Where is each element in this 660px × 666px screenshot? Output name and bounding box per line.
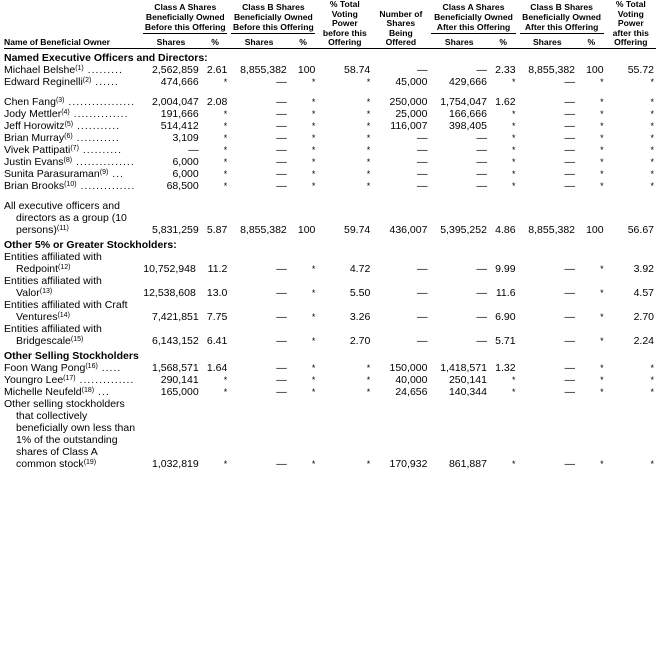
table-row — [4, 362, 656, 374]
table-row — [4, 275, 656, 299]
class-a-after-pct: 1.62 — [495, 95, 516, 108]
class-a-before-shares: 290,141 — [160, 373, 199, 386]
class-a-after-pct: * — [512, 76, 516, 87]
class-b-before-shares: — — [276, 155, 287, 168]
class-a-after-pct: * — [512, 180, 516, 191]
class-a-before-shares: 2,562,859 — [152, 63, 199, 76]
class-a-after-shares: 1,418,571 — [440, 361, 487, 374]
class-a-before-shares: 474,666 — [160, 75, 199, 88]
footnote-ref: (4) — [61, 108, 70, 116]
class-b-before-shares: — — [276, 286, 287, 299]
class-a-after-shares: — — [476, 167, 487, 180]
class-b-before-shares: — — [276, 179, 287, 192]
class-b-after-shares: — — [564, 334, 576, 347]
class-b-after-pct: * — [600, 108, 604, 119]
shares-offered: 170,932 — [389, 457, 428, 470]
shares-offered: 150,000 — [389, 361, 428, 374]
class-b-before-shares: — — [276, 457, 287, 470]
class-a-before-shares: 6,000 — [172, 155, 199, 168]
table-row — [4, 180, 656, 192]
class-b-after-pct: * — [600, 374, 604, 385]
subheader-shares: Shares — [429, 35, 488, 48]
class-a-before-shares: 68,500 — [166, 179, 199, 192]
class-a-after-shares: — — [476, 63, 487, 76]
voting-before: 2.70 — [349, 334, 371, 347]
class-a-before-shares: 165,000 — [160, 385, 199, 398]
class-a-before-pct: * — [223, 76, 228, 87]
beneficial-owner-name: Entities affiliated with Valor$^{(13)}$ — [4, 274, 102, 299]
subheader-shares: Shares — [229, 35, 288, 48]
footnote-ref: (7) — [70, 144, 79, 152]
class-b-before-shares: — — [276, 143, 287, 156]
voting-after: 56.67 — [627, 223, 654, 236]
class-b-before-pct: * — [311, 156, 316, 167]
shares-offered: 116,007 — [390, 119, 428, 132]
class-b-before-pct: * — [311, 180, 316, 191]
class-a-after-shares: — — [476, 131, 487, 144]
class-a-before-pct: * — [223, 156, 228, 167]
class-b-before-shares: 8,855,382 — [240, 223, 287, 236]
class-a-after-pct: 6.90 — [495, 310, 516, 323]
class-b-before-pct: * — [311, 263, 316, 274]
class-a-after-pct: * — [512, 168, 516, 179]
footnote-ref: (18) — [81, 386, 95, 394]
class-b-after-pct: * — [600, 96, 604, 107]
header-class-a-before: Class A Shares Beneficially Owned Before this Offering — [141, 0, 229, 35]
class-b-before-shares: — — [276, 107, 287, 120]
class-a-before-shares: 10,752,948 — [143, 262, 196, 275]
beneficial-owner-name: All executive officers and directors as a group (10 persons)$^{(11)}$ — [4, 199, 127, 236]
class-a-after-shares: 398,405 — [448, 119, 487, 132]
section-row — [4, 48, 656, 64]
voting-before: * — [366, 374, 371, 385]
shares-offered: — — [416, 167, 428, 180]
class-b-before-shares: — — [276, 119, 287, 132]
beneficial-owner-name: Chen Fang$^{(3)}$ ................. — [4, 95, 136, 108]
shares-offered: — — [416, 131, 428, 144]
table-row — [4, 132, 656, 144]
class-a-before-pct: 7.75 — [206, 310, 228, 323]
class-a-before-pct: 1.64 — [206, 361, 228, 374]
class-a-after-shares: 5,395,252 — [440, 223, 487, 236]
class-b-before-pct: * — [311, 386, 316, 397]
shares-offered: 25,000 — [395, 107, 428, 120]
voting-after: * — [650, 76, 654, 87]
table-row — [4, 386, 656, 398]
voting-after: * — [650, 132, 654, 143]
class-a-after-shares: — — [476, 262, 487, 275]
class-a-before-pct: * — [223, 108, 228, 119]
class-a-after-pct: * — [512, 108, 516, 119]
class-b-before-pct: * — [311, 144, 316, 155]
class-a-after-pct: * — [512, 132, 516, 143]
shares-offered: — — [416, 334, 428, 347]
voting-after: * — [650, 108, 654, 119]
voting-after: * — [650, 374, 654, 385]
table-row — [4, 156, 656, 168]
table-row — [4, 88, 656, 108]
voting-before: 59.74 — [344, 223, 371, 236]
voting-before: * — [366, 458, 371, 469]
class-a-after-shares: — — [476, 334, 487, 347]
header-class-b-after: Class B Shares Beneficially Owned After this Offering — [518, 0, 606, 35]
header-class-b-before: Class B Shares Beneficially Owned Before this Offering — [229, 0, 317, 35]
footnote-ref: (17) — [63, 374, 76, 382]
section-heading: Other Selling Stockholders — [4, 349, 139, 362]
shares-offered: — — [416, 63, 428, 76]
voting-before: * — [366, 144, 371, 155]
class-a-after-shares: — — [476, 179, 487, 192]
header-shares-offered: Number of Shares Being Offered — [372, 0, 429, 48]
voting-after: 2.24 — [633, 334, 654, 347]
class-a-before-pct: * — [223, 168, 228, 179]
footnote-ref: (1) — [75, 64, 84, 72]
class-b-before-pct: * — [311, 362, 316, 373]
header-voting-after: % Total Voting Power after this Offering — [606, 0, 656, 48]
table-row — [4, 120, 656, 132]
footnote-ref: (8) — [63, 156, 73, 164]
voting-before: * — [366, 132, 371, 143]
class-b-before-shares: — — [276, 361, 287, 374]
table-row — [4, 168, 656, 180]
subheader-pct: % — [489, 35, 518, 48]
class-b-after-shares: — — [564, 457, 576, 470]
class-a-before-shares: 191,666 — [160, 107, 199, 120]
voting-after: * — [650, 362, 654, 373]
beneficial-owner-name: Brian Murray$^{(6)}$ ........... — [4, 131, 120, 144]
table-row — [4, 251, 656, 275]
class-a-before-shares: 6,143,152 — [152, 334, 199, 347]
class-b-after-pct: * — [600, 132, 604, 143]
class-a-after-pct: * — [512, 120, 516, 131]
class-a-after-pct: 4.86 — [495, 223, 516, 236]
table-row — [4, 398, 656, 470]
class-b-after-shares: 8,855,382 — [528, 63, 576, 76]
beneficial-owner-name: Justin Evans$^{(8)}$ ............... — [4, 155, 135, 168]
voting-before: 5.50 — [349, 286, 371, 299]
beneficial-owner-name: Sunita Parasuraman$^{(9)}$ ... — [4, 167, 124, 180]
subheader-pct: % — [577, 35, 606, 48]
class-b-after-shares: — — [564, 107, 576, 120]
section-heading: Named Executive Officers and Directors: — [4, 51, 208, 64]
class-b-after-pct: * — [600, 386, 604, 397]
beneficial-owner-name: Brian Brooks$^{(10)}$ .............. — [4, 179, 136, 192]
class-a-before-pct: * — [223, 180, 228, 191]
class-b-after-pct: * — [600, 180, 604, 191]
class-b-before-pct: * — [311, 108, 316, 119]
class-a-after-pct: 9.99 — [495, 262, 516, 275]
class-b-before-pct: 100 — [297, 63, 316, 76]
beneficial-owner-name: Jeff Horowitz$^{(5)}$ ........... — [4, 119, 121, 132]
footnote-ref: (12) — [58, 263, 71, 271]
table-header — [4, 0, 656, 48]
beneficial-owner-name: Michael Belshe$^{(1)}$ ......... — [4, 63, 123, 76]
section-row — [4, 236, 656, 251]
class-b-before-shares: — — [276, 373, 287, 386]
class-a-after-pct: * — [512, 156, 516, 167]
class-a-before-shares: 1,568,571 — [152, 361, 199, 374]
class-a-before-shares: 7,421,851 — [152, 310, 199, 323]
class-b-after-pct: * — [600, 120, 604, 131]
class-a-before-pct: 6.41 — [206, 334, 228, 347]
footnote-ref: (19) — [83, 458, 97, 466]
shares-offered: — — [416, 179, 428, 192]
voting-before: * — [366, 156, 371, 167]
class-a-before-shares: 12,538,608 — [143, 286, 196, 299]
class-a-after-pct: * — [512, 458, 516, 469]
class-a-after-pct: 11.6 — [495, 286, 516, 299]
beneficial-owner-name: Youngro Lee$^{(17)}$ .............. — [4, 373, 135, 386]
class-b-before-pct: * — [311, 132, 316, 143]
shares-offered: — — [416, 310, 428, 323]
voting-after: 3.92 — [633, 262, 654, 275]
class-a-before-pct: 11.2 — [207, 262, 228, 275]
class-b-after-shares: — — [564, 155, 576, 168]
class-b-after-pct: * — [600, 168, 604, 179]
voting-after: * — [650, 168, 654, 179]
class-b-after-shares: 8,855,382 — [528, 223, 576, 236]
voting-before: * — [366, 76, 371, 87]
class-b-before-pct: * — [311, 335, 316, 346]
class-a-before-pct: * — [223, 386, 228, 397]
table-row — [4, 108, 656, 120]
header-class-a-after: Class A Shares Beneficially Owned After this Offering — [429, 0, 517, 35]
header-voting-before: % Total Voting Power before this Offering — [317, 0, 372, 48]
subheader-pct: % — [201, 35, 230, 48]
class-b-after-pct: * — [600, 76, 604, 87]
shares-offered: — — [416, 155, 428, 168]
voting-after: 4.57 — [633, 286, 654, 299]
class-b-after-pct: * — [600, 263, 604, 274]
table-row — [4, 144, 656, 156]
class-b-after-shares: — — [564, 95, 576, 108]
class-b-after-pct: 100 — [586, 223, 604, 236]
class-b-after-shares: — — [564, 75, 576, 88]
class-a-before-shares: 1,032,819 — [152, 457, 199, 470]
class-b-before-pct: 100 — [297, 223, 316, 236]
shares-offered: 436,007 — [389, 223, 428, 236]
class-a-before-shares: 3,109 — [172, 131, 199, 144]
table-row — [4, 192, 656, 236]
class-b-before-pct: * — [311, 76, 316, 87]
beneficial-owner-name: Edward Reginelli$^{(2)}$ ...... — [4, 75, 119, 88]
subheader-pct: % — [289, 35, 318, 48]
class-a-after-shares: — — [476, 143, 487, 156]
section-row — [4, 347, 656, 362]
table-body — [4, 48, 656, 470]
class-a-before-pct: 2.61 — [206, 63, 228, 76]
class-a-after-shares: 429,666 — [448, 75, 487, 88]
class-b-before-pct: * — [311, 96, 316, 107]
class-a-before-shares: 514,412 — [160, 119, 199, 132]
class-b-after-shares: — — [564, 361, 576, 374]
class-a-after-shares: 140,344 — [448, 385, 487, 398]
class-a-before-shares: — — [188, 143, 199, 156]
shares-offered: 40,000 — [395, 373, 428, 386]
class-b-before-shares: — — [276, 310, 287, 323]
class-a-after-shares: — — [476, 155, 487, 168]
footnote-ref: (13) — [39, 287, 53, 295]
shares-offered: — — [416, 143, 428, 156]
class-b-before-pct: * — [311, 120, 316, 131]
beneficial-owner-name: Entities affiliated with Craft Ventures$^{(14)}$ — [4, 298, 128, 323]
class-b-after-shares: — — [564, 143, 576, 156]
voting-after: * — [650, 458, 654, 469]
footnote-ref: (11) — [56, 224, 69, 232]
class-b-before-shares: — — [276, 385, 287, 398]
class-a-after-shares: 861,887 — [448, 457, 487, 470]
class-a-before-pct: 2.08 — [206, 95, 228, 108]
class-b-before-shares: — — [276, 131, 287, 144]
footnote-ref: (9) — [99, 168, 109, 176]
class-b-before-shares: — — [276, 334, 287, 347]
voting-after: * — [650, 386, 654, 397]
class-a-after-shares: — — [476, 286, 487, 299]
voting-before: * — [366, 180, 371, 191]
class-b-after-shares: — — [564, 286, 576, 299]
voting-after: * — [650, 156, 654, 167]
shares-offered: 24,656 — [395, 385, 428, 398]
voting-before: * — [366, 362, 371, 373]
class-b-after-shares: — — [564, 262, 576, 275]
class-b-after-shares: — — [564, 167, 576, 180]
class-b-after-pct: * — [600, 144, 604, 155]
voting-before: * — [366, 108, 371, 119]
class-a-after-shares: — — [476, 310, 487, 323]
footnote-ref: (5) — [64, 120, 74, 128]
subheader-shares: Shares — [518, 35, 577, 48]
beneficial-owner-name: Entities affiliated with Redpoint$^{(12)}$ — [4, 250, 102, 275]
class-b-before-pct: * — [311, 287, 316, 298]
class-b-after-pct: * — [600, 335, 604, 346]
class-a-after-pct: 2.33 — [495, 63, 516, 76]
class-a-after-shares: 250,141 — [448, 373, 487, 386]
voting-before: 3.26 — [349, 310, 371, 323]
beneficial-owner-name: Michelle Neufeld$^{(18)}$ ... — [4, 385, 110, 398]
class-a-after-pct: 5.71 — [495, 334, 516, 347]
footnote-ref: (10) — [64, 180, 77, 188]
class-b-after-pct: * — [600, 362, 604, 373]
beneficial-owner-name: Jody Mettler$^{(4)}$ .............. — [4, 107, 129, 120]
class-b-before-shares: — — [276, 95, 287, 108]
table-row — [4, 323, 656, 347]
footnote-ref: (6) — [64, 132, 73, 140]
beneficial-owner-name: Other selling stockholders that collectively beneficially own less than 1% of the outstanding shares of Class A common stock$^{(19)}$ — [4, 397, 136, 470]
shares-offered: 250,000 — [389, 95, 428, 108]
class-a-before-pct: 13.0 — [206, 286, 228, 299]
class-b-after-shares: — — [564, 373, 576, 386]
footnote-ref: (15) — [70, 335, 84, 343]
class-b-before-pct: * — [311, 458, 316, 469]
class-b-after-shares: — — [564, 385, 576, 398]
class-a-before-pct: 5.87 — [206, 223, 228, 236]
voting-before: 4.72 — [349, 262, 371, 275]
class-b-before-shares: — — [276, 167, 287, 180]
table-row — [4, 76, 656, 88]
class-a-before-pct: * — [223, 374, 228, 385]
voting-after: * — [650, 180, 654, 191]
class-b-after-pct: 100 — [586, 63, 604, 76]
voting-before: * — [366, 96, 371, 107]
class-b-before-pct: * — [311, 168, 316, 179]
table-row — [4, 64, 656, 76]
shares-offered: 45,000 — [395, 75, 428, 88]
class-b-after-shares: — — [564, 310, 576, 323]
class-a-after-shares: 166,666 — [448, 107, 487, 120]
class-b-after-pct: * — [600, 287, 604, 298]
table-row — [4, 299, 656, 323]
class-a-before-shares: 5,831,259 — [152, 223, 199, 236]
class-b-before-pct: * — [311, 311, 316, 322]
footnote-ref: (16) — [85, 362, 98, 370]
class-a-before-shares: 6,000 — [172, 167, 199, 180]
header-name: Name of Beneficial Owner — [4, 0, 141, 48]
class-a-before-pct: * — [223, 144, 228, 155]
class-b-after-pct: * — [600, 156, 604, 167]
voting-before: 58.74 — [344, 63, 371, 76]
beneficial-owner-name: Vivek Pattipati$^{(7)}$ .......... — [4, 143, 122, 156]
beneficial-ownership-table — [4, 0, 656, 470]
subheader-shares: Shares — [141, 35, 200, 48]
class-a-before-pct: * — [223, 458, 228, 469]
voting-after: * — [650, 96, 654, 107]
shares-offered: — — [416, 286, 428, 299]
voting-before: * — [366, 386, 371, 397]
voting-after: 2.70 — [633, 310, 654, 323]
voting-after: * — [650, 144, 654, 155]
table-row — [4, 374, 656, 386]
footnote-ref: (2) — [82, 76, 92, 84]
class-a-after-pct: * — [512, 144, 516, 155]
class-b-before-shares: 8,855,382 — [240, 63, 287, 76]
voting-after: 55.72 — [627, 63, 654, 76]
footnote-ref: (3) — [55, 96, 65, 104]
class-a-before-shares: 2,004,047 — [152, 95, 199, 108]
class-b-after-pct: * — [600, 311, 604, 322]
shares-offered: — — [416, 262, 428, 275]
class-b-after-shares: — — [564, 131, 576, 144]
class-b-before-shares: — — [276, 262, 287, 275]
class-b-after-shares: — — [564, 179, 576, 192]
class-a-after-pct: * — [512, 374, 516, 385]
section-heading: Other 5% or Greater Stockholders: — [4, 238, 177, 251]
beneficial-owner-name: Entities affiliated with Bridgescale$^{(15)}$ — [4, 322, 102, 347]
class-a-before-pct: * — [223, 120, 228, 131]
class-a-after-shares: 1,754,047 — [440, 95, 487, 108]
class-b-before-pct: * — [311, 374, 316, 385]
footnote-ref: (14) — [57, 311, 70, 319]
class-b-before-shares: — — [276, 75, 287, 88]
class-b-after-pct: * — [600, 458, 604, 469]
class-a-after-pct: * — [512, 386, 516, 397]
class-a-before-pct: * — [223, 132, 228, 143]
class-b-after-shares: — — [564, 119, 576, 132]
voting-before: * — [366, 120, 371, 131]
beneficial-owner-name: Foon Wang Pong$^{(16)}$ ..... — [4, 361, 122, 374]
voting-before: * — [366, 168, 371, 179]
voting-after: * — [650, 120, 654, 131]
class-a-after-pct: 1.32 — [495, 361, 516, 374]
